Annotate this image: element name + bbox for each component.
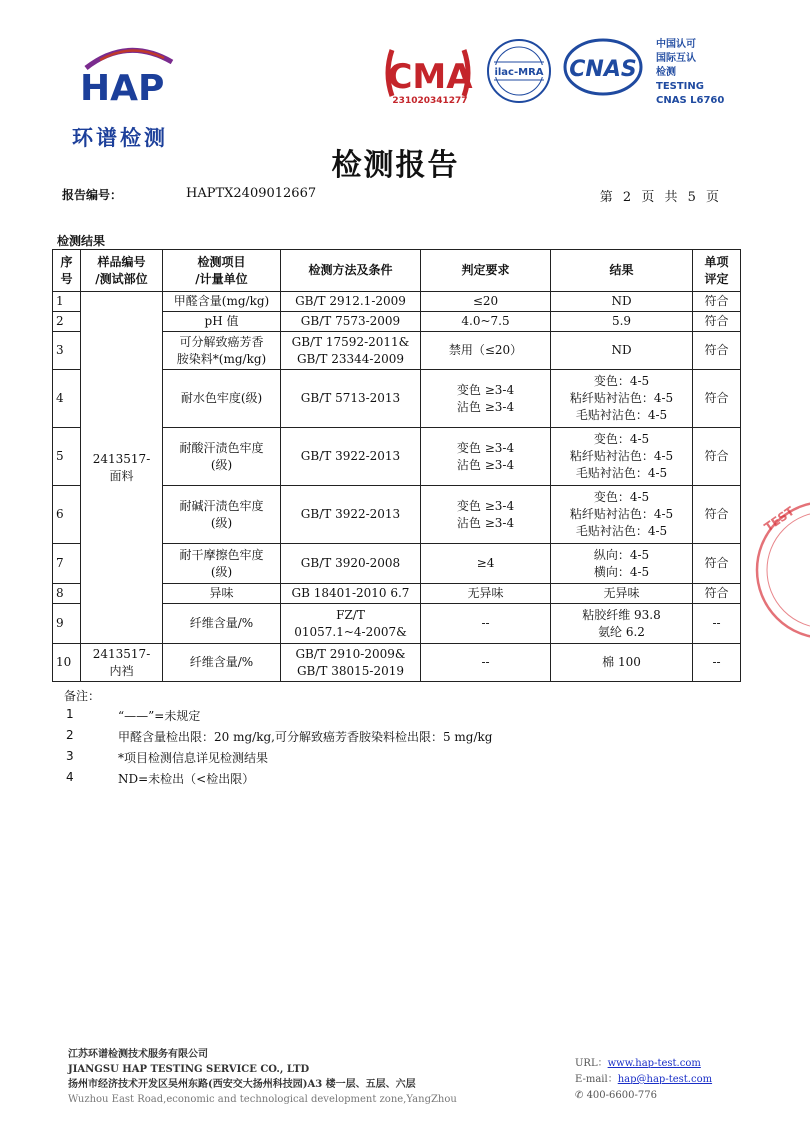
note-number: 2	[66, 728, 74, 742]
cell-line: 耐干摩擦色牢度	[179, 547, 264, 562]
cnas-line: 检测	[656, 67, 676, 78]
cell-requirement	[421, 544, 551, 584]
ilac-mark-text: ilac-MRA	[494, 67, 544, 78]
hap-logo	[72, 38, 192, 109]
cell-evaluation: 符合	[693, 332, 741, 370]
cell-line: 棉 100	[602, 655, 641, 669]
note-text: ND=未检出（<检出限）	[118, 772, 255, 786]
cell-result	[551, 544, 693, 584]
cell-line: 沾色 ≥3-4	[456, 515, 515, 530]
cell-no: 5	[53, 428, 81, 486]
cnas-mark-text: CNAS	[569, 57, 637, 82]
cell-result	[551, 584, 693, 604]
cell-item	[163, 544, 281, 584]
cell-line: --	[481, 655, 490, 669]
cell-item	[163, 370, 281, 428]
url-label: URL：	[575, 1058, 608, 1069]
cell-line: 毛贴衬沾色：4-5	[575, 466, 668, 480]
note-number: 3	[66, 749, 74, 763]
cell-no: 8	[53, 584, 81, 604]
results-table	[52, 249, 741, 682]
cell-line: ≤20	[472, 294, 499, 308]
cell-requirement	[421, 370, 551, 428]
cell-line: 变色：4-5	[593, 374, 650, 388]
cnas-line: 中国认可	[656, 39, 696, 50]
ilac-mra-mark	[486, 38, 552, 104]
cell-line: 耐碱汗渍色牢度	[179, 498, 264, 513]
cell-line: 纤维含量/%	[189, 655, 254, 669]
cell-line: 耐酸汗渍色牢度	[179, 440, 264, 455]
note-number: 4	[66, 770, 74, 784]
cell-item	[163, 604, 281, 644]
cell-line: 变色 ≥3-4	[456, 382, 515, 397]
cell-line: 内裆	[109, 663, 134, 678]
cell-evaluation: 符合	[693, 312, 741, 332]
cell-no: 10	[53, 644, 81, 682]
table-header-row	[53, 250, 741, 292]
cell-evaluation: --	[693, 604, 741, 644]
cma-number: 231020341277	[392, 96, 468, 106]
cell-method	[281, 604, 421, 644]
notes-label: 备注：	[64, 689, 101, 703]
svg-text:TEST: TEST	[761, 503, 797, 535]
cell-result	[551, 312, 693, 332]
cell-line: 横向：4-5	[593, 564, 650, 579]
cell-evaluation: 符合	[693, 486, 741, 544]
cell-line: 氨纶 6.2	[598, 624, 645, 639]
cell-no: 6	[53, 486, 81, 544]
cell-result	[551, 428, 693, 486]
cell-result	[551, 644, 693, 682]
phone-number: 400-6600-776	[586, 1090, 657, 1101]
cell-evaluation: --	[693, 644, 741, 682]
cell-line: GB/T 3922-2013	[300, 449, 401, 463]
cell-line: (级)	[210, 564, 233, 579]
cell-line: (级)	[210, 457, 233, 472]
cell-line: 无异味	[603, 586, 640, 600]
cell-line: 毛贴衬沾色：4-5	[575, 408, 668, 422]
header-evaluation: 单项 评定	[693, 250, 741, 292]
cell-line: 变色：4-5	[593, 432, 650, 446]
cell-line: 沾色 ≥3-4	[456, 399, 515, 414]
note-text: *项目检测信息详见检测结果	[118, 751, 269, 765]
cell-item	[163, 486, 281, 544]
cell-line: 粘纤贴衬沾色：4-5	[569, 391, 674, 405]
cell-line: GB/T 38015-2019	[296, 663, 405, 678]
cell-evaluation: 符合	[693, 292, 741, 312]
header-sample: 样品编号 /测试部位	[81, 250, 163, 292]
cell-line: 粘胶纤维 93.8	[582, 607, 661, 622]
note-text: 甲醛含量检出限：20 mg/kg,可分解致癌芳香胺染料检出限：5 mg/kg	[118, 730, 493, 744]
table-row	[53, 292, 741, 312]
cell-evaluation: 符合	[693, 544, 741, 584]
cell-method	[281, 370, 421, 428]
cell-sample	[81, 644, 163, 682]
cell-method	[281, 292, 421, 312]
header-method: 检测方法及条件	[281, 250, 421, 292]
cell-requirement	[421, 486, 551, 544]
cell-result	[551, 332, 693, 370]
cell-requirement	[421, 332, 551, 370]
cell-line: 耐水色牢度(级)	[180, 391, 263, 405]
cell-requirement	[421, 428, 551, 486]
cell-line: GB 18401-2010 6.7	[291, 586, 410, 600]
cell-method	[281, 312, 421, 332]
cell-method	[281, 544, 421, 584]
cell-no: 3	[53, 332, 81, 370]
cell-line: pH 值	[204, 314, 239, 328]
cell-line: 纵向：4-5	[593, 547, 650, 562]
cell-line: 2413517-	[92, 646, 151, 661]
report-title: 检测报告	[331, 148, 460, 183]
cell-line: 4.0~7.5	[461, 314, 510, 328]
footer-contact	[575, 1056, 712, 1104]
cell-requirement	[421, 584, 551, 604]
cell-no: 4	[53, 370, 81, 428]
header-no: 序 号	[53, 250, 81, 292]
website-link[interactable]: www.hap-test.com	[607, 1058, 701, 1069]
cell-requirement	[421, 292, 551, 312]
cell-requirement	[421, 644, 551, 682]
cell-line: 变色 ≥3-4	[456, 440, 515, 455]
cell-line: 变色：4-5	[593, 490, 650, 504]
cell-line: GB/T 2910-2009&	[295, 646, 406, 661]
cma-mark-text: CMA	[387, 57, 473, 97]
cell-line: 面料	[109, 468, 134, 483]
report-no-label: 报告编号：	[62, 188, 123, 202]
cell-line: ND	[611, 343, 632, 357]
cell-line: ≥4	[476, 556, 495, 570]
cell-evaluation: 符合	[693, 370, 741, 428]
cell-line: GB/T 23344-2009	[296, 351, 405, 366]
cell-line: 粘纤贴衬沾色：4-5	[569, 449, 674, 463]
results-heading: 检测结果	[57, 234, 106, 248]
cell-line: 沾色 ≥3-4	[456, 457, 515, 472]
cell-evaluation: 符合	[693, 428, 741, 486]
cell-method	[281, 584, 421, 604]
footer-address-cn: 扬州市经济技术开发区吴州东路(西安交大扬州科技园)A3 楼一层、五层、六层	[68, 1079, 416, 1090]
footer-company-cn: 江苏环谱检测技术服务有限公司	[68, 1049, 208, 1060]
cell-line: 毛贴衬沾色：4-5	[575, 524, 668, 538]
cell-requirement	[421, 604, 551, 644]
company-name-logo: 环谱检测	[72, 126, 168, 150]
cell-item	[163, 292, 281, 312]
cell-line: 01057.1~4-2007&	[294, 624, 407, 639]
cell-line: GB/T 17592-2011&	[291, 334, 410, 349]
cnas-line: 国际互认	[656, 53, 696, 64]
cell-item	[163, 312, 281, 332]
cell-line: ND	[611, 294, 632, 308]
cell-method	[281, 332, 421, 370]
cell-result	[551, 292, 693, 312]
cell-line: GB/T 5713-2013	[300, 391, 401, 405]
cell-item	[163, 644, 281, 682]
cell-sample	[81, 292, 163, 644]
cell-line: GB/T 3920-2008	[300, 556, 401, 570]
header-item: 检测项目 /计量单位	[163, 250, 281, 292]
cnas-mark	[563, 38, 643, 96]
cell-method	[281, 644, 421, 682]
hap-logo-text: HAP	[80, 68, 165, 109]
header-result: 结果	[551, 250, 693, 292]
cell-line: (级)	[210, 515, 233, 530]
cell-line: 异味	[209, 586, 234, 600]
cell-line: 5.9	[611, 314, 632, 328]
cell-line: GB/T 2912.1-2009	[295, 294, 406, 308]
cell-line: 纤维含量/%	[189, 616, 254, 630]
cell-line: 粘纤贴衬沾色：4-5	[569, 507, 674, 521]
cell-line: FZ/T	[336, 607, 365, 622]
cell-item	[163, 428, 281, 486]
cell-line: GB/T 3922-2013	[300, 507, 401, 521]
page-info: 第 2 页 共 5 页	[599, 190, 722, 205]
footer-company	[68, 1047, 457, 1107]
cell-line: 甲醛含量(mg/kg)	[173, 294, 270, 308]
cnas-line: CNAS L6760	[656, 95, 725, 106]
cell-line: 胺染料*(mg/kg)	[176, 351, 267, 366]
seal-stamp	[750, 480, 810, 660]
cell-line: 可分解致癌芳香	[179, 334, 264, 349]
cell-line: 无异味	[467, 586, 504, 600]
email-label: E-mail：	[575, 1074, 618, 1085]
phone-icon: ✆	[575, 1090, 587, 1101]
cell-result	[551, 370, 693, 428]
cell-line: --	[481, 616, 490, 630]
cnas-line: TESTING	[656, 81, 704, 92]
footer-address-en: Wuzhou East Road,economic and technological development zone,YangZhou	[68, 1094, 457, 1105]
cell-item	[163, 332, 281, 370]
email-link[interactable]: hap@hap-test.com	[617, 1074, 713, 1085]
header-requirement: 判定要求	[421, 250, 551, 292]
cell-item	[163, 584, 281, 604]
table-row	[53, 644, 741, 682]
cell-no: 2	[53, 312, 81, 332]
cell-requirement	[421, 312, 551, 332]
footer-company-en: JIANGSU HAP TESTING SERVICE CO., LTD	[68, 1064, 310, 1075]
cell-result	[551, 486, 693, 544]
cell-line: 禁用（≤20）	[448, 343, 523, 357]
note-text: “——”=未规定	[118, 709, 201, 723]
cell-line: 2413517-	[92, 451, 151, 466]
cell-method	[281, 486, 421, 544]
cell-evaluation: 符合	[693, 584, 741, 604]
cell-result	[551, 604, 693, 644]
cell-line: 变色 ≥3-4	[456, 498, 515, 513]
report-no: HAPTX2409012667	[186, 186, 317, 201]
cell-line: GB/T 7573-2009	[300, 314, 401, 328]
cell-method	[281, 428, 421, 486]
cell-no: 7	[53, 544, 81, 584]
cma-mark	[380, 44, 476, 102]
cnas-accreditation-text	[656, 38, 724, 108]
cell-no: 9	[53, 604, 81, 644]
note-number: 1	[66, 707, 74, 721]
cell-no: 1	[53, 292, 81, 312]
